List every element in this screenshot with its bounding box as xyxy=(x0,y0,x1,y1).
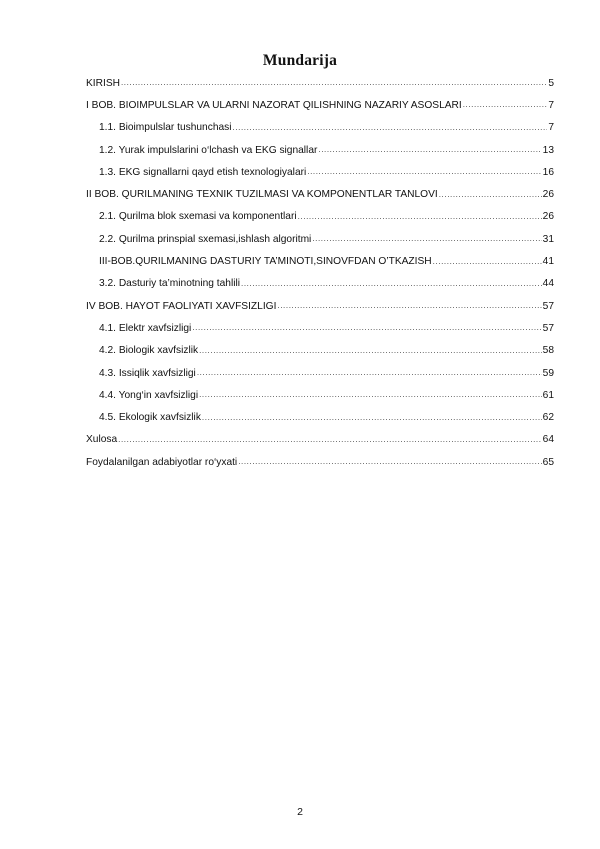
toc-entry-label: 4.4. Yong‘in xavfsizligi xyxy=(99,389,199,401)
toc-entry[interactable] xyxy=(86,206,554,228)
toc-entry-page: 57 xyxy=(542,322,554,334)
toc-entry-label: 4.2. Biologik xavfsizlik xyxy=(99,345,199,357)
toc-entry-label: 1.1. Bioimpulslar tushunchasi xyxy=(99,122,232,134)
toc-leader-dots xyxy=(298,211,542,223)
toc-entry-label: KIRISH xyxy=(86,77,120,89)
toc-entry[interactable] xyxy=(86,295,554,317)
toc-entry[interactable] xyxy=(86,384,554,406)
toc-leader-dots xyxy=(277,300,541,312)
toc-entry-label: 4.5. Ekologik xavfsizlik xyxy=(99,412,201,424)
toc-leader-dots xyxy=(202,412,542,424)
toc-entry-page: 58 xyxy=(542,345,554,357)
toc-entry-page: 5 xyxy=(548,77,554,89)
toc-entry[interactable] xyxy=(86,340,554,362)
toc-leader-dots xyxy=(241,278,542,290)
toc-leader-dots xyxy=(312,233,541,245)
toc-entry-page: 65 xyxy=(542,456,554,468)
toc-entry-page: 16 xyxy=(542,166,554,178)
toc-entry-label: 1.3. EKG signallarni qayd etish texnologiyalari xyxy=(99,166,307,178)
toc-entry[interactable] xyxy=(86,161,554,183)
toc-entry[interactable] xyxy=(86,317,554,339)
toc-entry-label: Xulosa xyxy=(86,434,118,446)
toc-entry-page: 41 xyxy=(542,256,554,268)
page-number: 2 xyxy=(297,806,303,818)
toc-leader-dots xyxy=(199,345,542,357)
toc-leader-dots xyxy=(318,144,541,156)
toc-leader-dots xyxy=(238,456,541,468)
toc-leader-dots xyxy=(307,166,541,178)
toc-entry-label: 1.2. Yurak impulslarini o‘lchash va EKG signallar xyxy=(99,144,318,156)
toc-entry-page: 44 xyxy=(542,278,554,290)
toc-entry-page: 13 xyxy=(542,144,554,156)
toc-entry-label: 4.3. Issiqlik xavfsizligi xyxy=(99,367,196,379)
toc-entry[interactable] xyxy=(86,183,554,205)
toc-entry[interactable] xyxy=(86,250,554,272)
toc-entry[interactable] xyxy=(86,139,554,161)
page-title: Mundarija xyxy=(262,52,338,69)
toc-entry-label: 2.2. Qurilma prinspial sxemasi,ishlash algoritmi xyxy=(99,233,312,245)
toc-leader-dots xyxy=(199,389,542,401)
toc-entry-page: 64 xyxy=(542,434,554,446)
toc-entry-label: 3.2. Dasturiy ta’minotning tahlili xyxy=(99,278,240,290)
toc-entry-page: 57 xyxy=(542,300,554,312)
toc-entry-label: II BOB. QURILMANING TEXNIK TUZILMASI VA KOMPONENTLAR TANLOVI xyxy=(86,189,438,201)
toc-entry-page: 31 xyxy=(542,233,554,245)
toc-entry[interactable] xyxy=(86,72,554,94)
toc-leader-dots xyxy=(121,77,547,89)
toc-entry[interactable] xyxy=(86,228,554,250)
table-of-contents xyxy=(86,72,554,473)
toc-entry-label: I BOB. BIOIMPULSLAR VA ULARNI NAZORAT QILISHNING NAZARIY ASOSLARI xyxy=(86,99,462,111)
toc-entry-page: 7 xyxy=(548,122,554,134)
toc-entry-page: 26 xyxy=(542,211,554,223)
toc-leader-dots xyxy=(439,189,542,201)
toc-leader-dots xyxy=(463,99,548,111)
toc-entry-label: 2.1. Qurilma blok sxemasi va komponentlari xyxy=(99,211,297,223)
toc-entry-label: IV BOB. HAYOT FAOLIYATI XAVFSIZLIGI xyxy=(86,300,277,312)
toc-entry-label: Foydalanilgan adabiyotlar ro‘yxati xyxy=(86,456,238,468)
toc-entry[interactable] xyxy=(86,94,554,116)
toc-leader-dots xyxy=(233,122,548,134)
toc-entry-page: 7 xyxy=(548,99,554,111)
toc-entry[interactable] xyxy=(86,406,554,428)
toc-entry-page: 26 xyxy=(542,189,554,201)
toc-entry-page: 62 xyxy=(542,412,554,424)
toc-entry[interactable] xyxy=(86,117,554,139)
toc-entry-page: 59 xyxy=(542,367,554,379)
toc-leader-dots xyxy=(197,367,542,379)
toc-entry[interactable] xyxy=(86,451,554,473)
toc-entry-label: III-BOB.QURILMANING DASTURIY TA’MINOTI,SINOVFDAN O’TKAZISH xyxy=(99,256,432,268)
toc-entry[interactable] xyxy=(86,362,554,384)
toc-entry[interactable] xyxy=(86,273,554,295)
toc-entry[interactable] xyxy=(86,429,554,451)
toc-leader-dots xyxy=(192,322,541,334)
toc-leader-dots xyxy=(118,434,542,446)
toc-entry-page: 61 xyxy=(542,389,554,401)
toc-entry-label: 4.1. Elektr xavfsizligi xyxy=(99,322,192,334)
toc-leader-dots xyxy=(433,256,542,268)
